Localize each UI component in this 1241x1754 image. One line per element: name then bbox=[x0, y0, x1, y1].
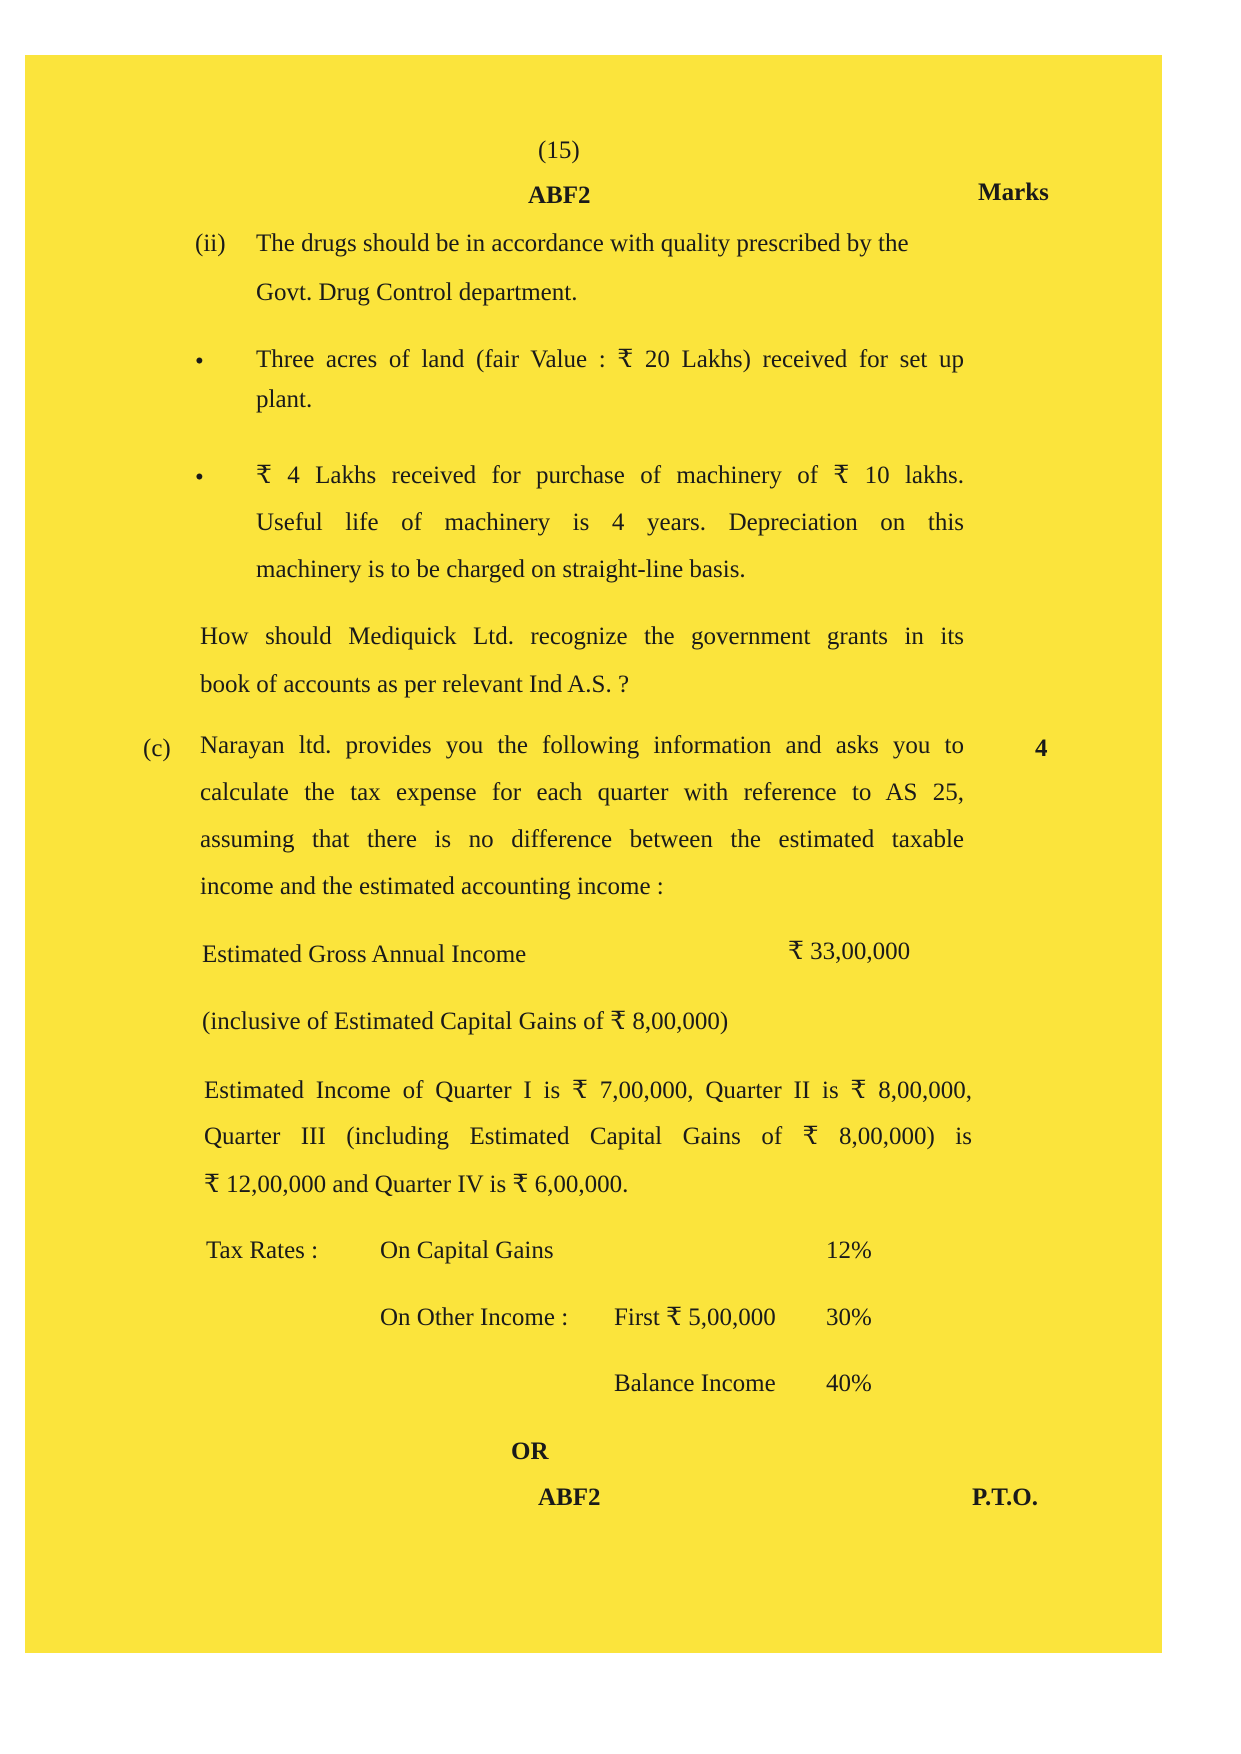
gross-income-label: Estimated Gross Annual Income bbox=[202, 941, 527, 968]
bullet-1-line-1: Three acres of land (fair Value : ₹ 20 Lakhs) received for set up bbox=[256, 346, 964, 373]
tax-rates-label: Tax Rates : bbox=[206, 1237, 319, 1264]
question-b-line-2: book of accounts as per relevant Ind A.S. ? bbox=[200, 671, 630, 698]
balance-income-label: Balance Income bbox=[614, 1370, 776, 1397]
marks-heading: Marks bbox=[978, 179, 1049, 206]
pto-label: P.T.O. bbox=[972, 1484, 1038, 1511]
question-c-marks: 4 bbox=[1035, 735, 1048, 762]
part-ii-label: (ii) bbox=[195, 230, 226, 257]
quarter-line-3: ₹ 12,00,000 and Quarter IV is ₹ 6,00,000. bbox=[204, 1171, 629, 1198]
question-c-label: (c) bbox=[143, 735, 171, 762]
bullet-1-line-2: plant. bbox=[256, 386, 313, 413]
quarter-line-1: Estimated Income of Quarter I is ₹ 7,00,000, Quarter II is ₹ 8,00,000, bbox=[204, 1077, 972, 1104]
question-c-line-2: calculate the tax expense for each quarter with reference to AS 25, bbox=[200, 779, 964, 806]
bullet-icon: • bbox=[195, 348, 204, 375]
gross-income-note: (inclusive of Estimated Capital Gains of ₹ 8,00,000) bbox=[202, 1008, 729, 1035]
bullet-2-line-2: Useful life of machinery is 4 years. Depreciation on this bbox=[256, 509, 964, 536]
question-b-line-1: How should Mediquick Ltd. recognize the government grants in its bbox=[200, 623, 964, 650]
bullet-2-line-1: ₹ 4 Lakhs received for purchase of machinery of ₹ 10 lakhs. bbox=[256, 462, 964, 489]
part-ii-line-2: Govt. Drug Control department. bbox=[256, 279, 578, 306]
gross-income-value: ₹ 33,00,000 bbox=[788, 938, 911, 965]
bullet-2-line-3: machinery is to be charged on straight-line basis. bbox=[256, 556, 746, 583]
page-number: (15) bbox=[538, 137, 580, 164]
paper-code-footer: ABF2 bbox=[538, 1484, 601, 1511]
first-slab-label: First ₹ 5,00,000 bbox=[614, 1304, 776, 1331]
capital-gains-rate: 12% bbox=[826, 1237, 872, 1264]
or-separator: OR bbox=[511, 1438, 549, 1465]
capital-gains-label: On Capital Gains bbox=[380, 1237, 554, 1264]
other-income-label: On Other Income : bbox=[380, 1304, 569, 1331]
question-c-line-3: assuming that there is no difference between the estimated taxable bbox=[200, 826, 964, 853]
quarter-line-2: Quarter III (including Estimated Capital Gains of ₹ 8,00,000) is bbox=[204, 1123, 972, 1150]
question-c-line-1: Narayan ltd. provides you the following information and asks you to bbox=[200, 732, 964, 759]
part-ii-line-1: The drugs should be in accordance with quality prescribed by the bbox=[256, 230, 909, 257]
first-slab-rate: 30% bbox=[826, 1304, 872, 1331]
paper-code-header: ABF2 bbox=[528, 182, 591, 209]
balance-income-rate: 40% bbox=[826, 1370, 872, 1397]
bullet-icon: • bbox=[195, 464, 204, 491]
question-c-line-4: income and the estimated accounting income : bbox=[200, 873, 664, 900]
